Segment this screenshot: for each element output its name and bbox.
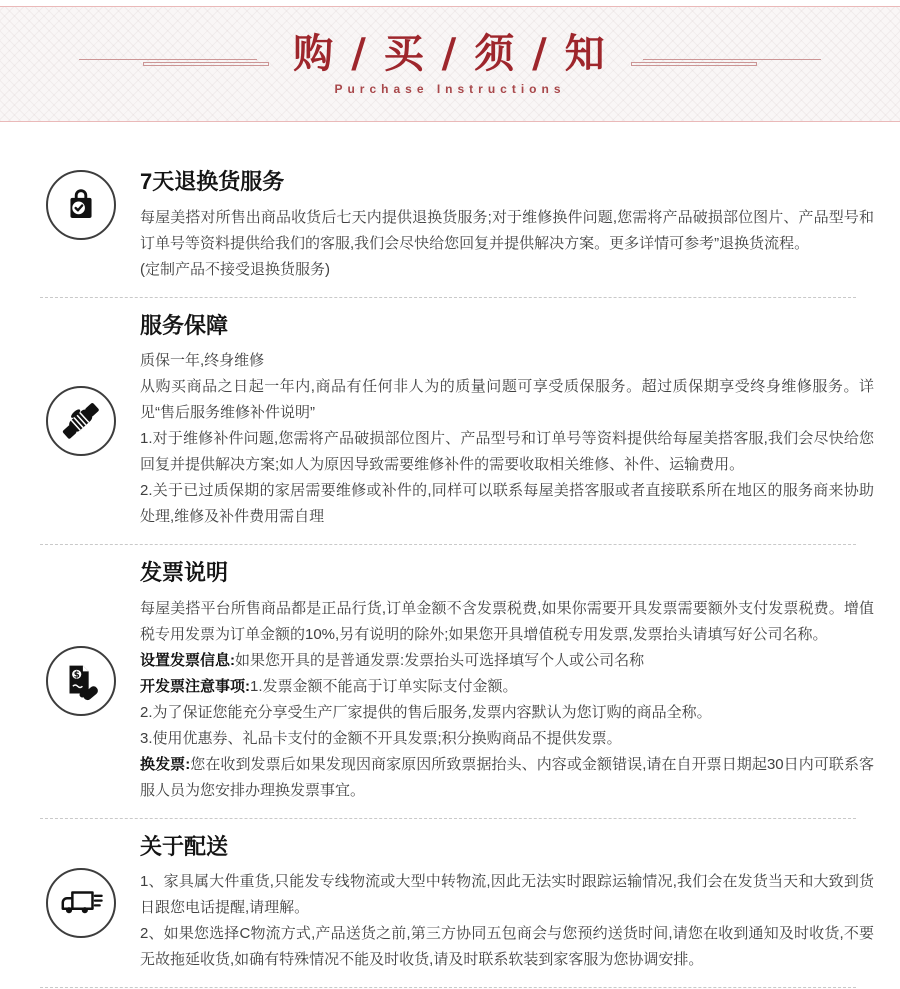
section-title: 7天退换货服务 bbox=[140, 169, 285, 194]
invoice-icon bbox=[46, 646, 116, 716]
page-title: 购 / 买 / 须 / 知 bbox=[293, 29, 607, 77]
paragraph: 设置发票信息:如果您开具的是普通发票:发票抬头可选择填写个人或公司名称 bbox=[140, 651, 645, 669]
paragraph: 1.对于维修补件问题,您需将产品破损部位图片、产品型号和订单号等资料提供给每屋美搭客服,我们会尽快给您回复并提供解决方案;如人为原因导致需要维修补件的需要收取相关维修、补件、运输费用。 bbox=[140, 430, 874, 473]
truck-icon bbox=[46, 868, 116, 938]
paragraph: 2、如果您选择C物流方式,产品送货之前,第三方协同五包商会与您预约送货时间,请您在收到通知及时收货,不要无故拖延收货,如确有特殊情况不能及时收货,请及时联系软装到家客服为您协调安排。 bbox=[140, 925, 874, 968]
paragraph: 1、家具属大件重货,只能发专线物流或大型中转物流,因此无法实时跟踪运输情况,我们会在发货当天和大致到货日跟您电话提醒,请理解。 bbox=[140, 873, 874, 916]
section-return-service bbox=[0, 168, 874, 297]
section-title: 服务保障 bbox=[140, 312, 229, 338]
section-delivery bbox=[0, 819, 874, 988]
svg-text:$: $ bbox=[73, 670, 80, 681]
paragraph: 2.关于已过质保期的家居需要维修或补件的,同样可以联系每屋美搭客服或者直接联系所在地区的服务商来协助处理,维修及补件费用需自理 bbox=[140, 482, 874, 525]
paragraph: (定制产品不接受退换货服务) bbox=[140, 260, 330, 278]
title-stack bbox=[293, 29, 607, 96]
handshake-icon bbox=[46, 386, 116, 456]
paragraph: 每屋美搭对所售出商品收货后七天内提供退换货服务;对于维修换件问题,您需将产品破损部位图片、产品型号和订单号等资料提供给我们的客服,我们会尽快给您回复并提供解决方案。更多详情可参考”退换货流程。 bbox=[140, 208, 874, 252]
header-band bbox=[0, 6, 900, 122]
sections-container bbox=[0, 168, 900, 989]
bold-label: 设置发票信息: bbox=[140, 651, 235, 669]
decor-line-right bbox=[631, 59, 821, 69]
paragraph: 从购买商品之日起一年内,商品有任何非人为的质量问题可享受质保服务。超过质保期享受终身维修服务。详见“售后服务维修补件说明” bbox=[140, 378, 874, 421]
section-title: 发票说明 bbox=[140, 560, 229, 585]
section-title: 关于配送 bbox=[140, 833, 229, 859]
section-invoice-notes bbox=[0, 545, 874, 818]
paragraph: 2.为了保证您能充分享受生产厂家提供的售后服务,发票内容默认为您订购的商品全称。 bbox=[140, 703, 712, 721]
paragraph: 开发票注意事项:1.发票金额不能高于订单实际支付金额。 bbox=[140, 677, 518, 695]
paragraph: 3.使用优惠券、礼品卡支付的金额不开具发票;积分换购商品不提供发票。 bbox=[140, 729, 622, 747]
paragraph: 换发票:您在收到发票后如果发现因商家原因所致票据抬头、内容或金额错误,请在自开票日期起30日内可联系客服人员为您安排办理换发票事宜。 bbox=[140, 755, 875, 799]
paragraph: 每屋美搭平台所售商品都是正品行货,订单金额不含发票税费,如果你需要开具发票需要额外支付发票税费。增值税专用发票为订单金额的10%,另有说明的除外;如果您开具增值税专用发票,发票抬头请填写好公司名称。 bbox=[140, 599, 874, 643]
bold-label: 换发票: bbox=[140, 755, 191, 773]
bag-check-icon bbox=[46, 170, 116, 240]
bold-label: 开发票注意事项: bbox=[140, 677, 250, 695]
paragraph: 质保一年,终身维修 bbox=[140, 352, 265, 369]
section-service-guarantee bbox=[0, 298, 874, 545]
decor-line-left bbox=[79, 59, 269, 69]
page-subtitle: Purchase Instructions bbox=[334, 81, 566, 96]
